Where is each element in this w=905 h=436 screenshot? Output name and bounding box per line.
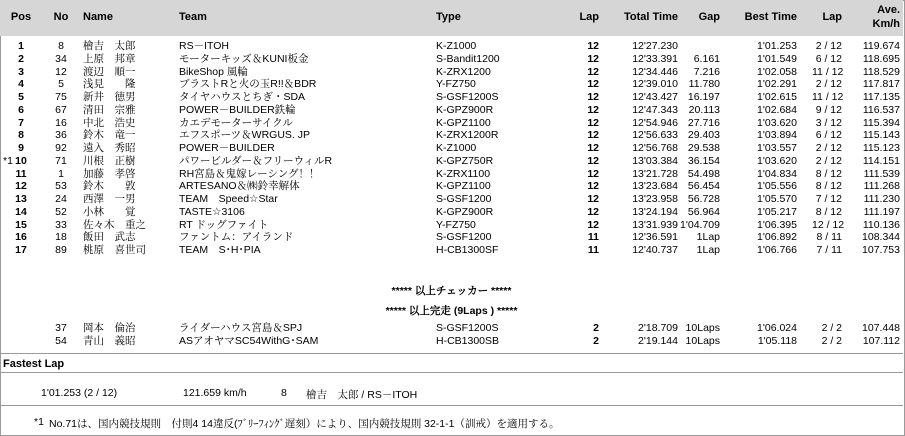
cell-no: 33	[55, 218, 67, 231]
fastest-lap-speed: 121.659 km/h	[183, 387, 247, 399]
table-row	[0, 244, 903, 256]
cell-pos: 4	[18, 78, 24, 91]
cell-type: S-GSF1200S	[436, 322, 499, 334]
cell-name: 岡本 倫治	[83, 322, 136, 334]
header-lap: Lap	[579, 11, 599, 23]
cell-total: 12'34.446	[632, 65, 678, 78]
cell-total: 13'23.958	[632, 193, 678, 205]
fastest-lap-no: 8	[281, 387, 287, 399]
cell-best: 1'03.620	[757, 154, 797, 167]
table-row	[0, 117, 903, 129]
cell-type: Y-FZ750	[436, 78, 476, 91]
cell-best: 1'03.620	[757, 116, 797, 129]
cell-total: 2'18.709	[638, 322, 678, 334]
table-row	[0, 91, 903, 103]
header-type: Type	[436, 11, 461, 23]
note-text: No.71は、国内競技規則 付則4 14違反(ﾌﾞﾘｰﾌｨﾝｸﾞ遅刻）により、国内競技規則 32-1-1（訓戒）を適用する。	[49, 418, 560, 430]
cell-no: 37	[55, 322, 67, 334]
cell-gap: 29.538	[687, 142, 720, 154]
header-pos: Pos	[10, 11, 32, 23]
cell-no: 75	[55, 91, 67, 103]
cell-total: 12'36.591	[632, 231, 678, 244]
cell-best: 1'05.570	[757, 193, 797, 205]
cell-blap: 11 / 12	[812, 65, 844, 78]
cell-blap: 3 / 12	[815, 116, 842, 129]
cell-name: 青山 義昭	[83, 334, 136, 347]
cell-type: Y-FZ750	[436, 218, 476, 231]
table-row	[0, 206, 903, 218]
cell-team: パワービルダー＆フリーウィルR	[179, 154, 333, 167]
separator-note	[0, 405, 903, 406]
cell-lap: 11	[587, 231, 599, 244]
cell-blap: 6 / 12	[815, 52, 842, 65]
cell-no: 5	[58, 78, 64, 91]
cell-ave: 115.394	[862, 116, 900, 129]
cell-best: 1'03.894	[757, 129, 797, 142]
cell-lap: 12	[587, 205, 599, 218]
header-ave-line1: Ave.	[877, 4, 900, 16]
table-row	[0, 53, 903, 65]
cell-team: BikeShop 風輪	[179, 65, 248, 78]
cell-total: 12'56.768	[632, 142, 678, 154]
cell-lap: 12	[587, 154, 599, 167]
cell-blap: 8 / 12	[815, 180, 842, 193]
cell-team: ブラストRと火の玉R!!＆BDR	[179, 78, 317, 91]
cell-gap: 1Lap	[696, 244, 720, 256]
header-name: Name	[83, 11, 113, 23]
cell-no: 24	[55, 193, 67, 205]
cell-pos: 9	[18, 142, 24, 154]
cell-blap: 8 / 12	[815, 167, 842, 180]
cell-total: 12'33.391	[632, 52, 678, 65]
completed-line: ***** 以上完走 (9Laps ) *****	[385, 305, 518, 317]
cell-gap: 10Laps	[685, 334, 720, 347]
cell-total: 12'39.010	[632, 78, 678, 91]
fastest-lap-rider: 檜吉 太郎 / RS－ITOH	[306, 389, 418, 401]
header-best-lap: Lap	[822, 11, 842, 23]
cell-pos: 12	[15, 180, 27, 193]
cell-best: 1'02.615	[757, 91, 797, 103]
cell-total: 12'40.737	[632, 244, 678, 256]
cell-type: S-GSF1200	[436, 193, 492, 205]
cell-no: 71	[55, 154, 67, 167]
cell-gap: 16.197	[687, 91, 720, 103]
header-team: Team	[179, 11, 207, 23]
cell-type: K-ZRX1200R	[436, 129, 499, 142]
cell-name: 中北 浩史	[83, 116, 136, 129]
table-row	[0, 335, 903, 347]
cell-type: K-GPZ900R	[436, 103, 494, 116]
cell-type: K-GPZ1100	[436, 116, 491, 129]
cell-pos: 11	[15, 167, 27, 180]
cell-no: 53	[55, 180, 67, 193]
cell-best: 1'05.217	[757, 205, 797, 218]
cell-gap: 54.498	[687, 167, 720, 180]
cell-lap: 11	[587, 244, 599, 256]
cell-pos: 16	[15, 231, 27, 244]
separator-fastest-body	[0, 372, 903, 373]
cell-lap: 12	[587, 116, 599, 129]
cell-type: K-ZRX1200	[436, 65, 491, 78]
cell-team: POWER－BUILDER	[179, 142, 275, 154]
cell-name: 桃原 喜世司	[83, 244, 146, 256]
cell-gap: 36.154	[687, 154, 720, 167]
cell-gap: 27.716	[687, 116, 720, 129]
table-row	[0, 168, 903, 180]
table-row	[0, 40, 903, 52]
cell-ave: 118.529	[862, 65, 900, 78]
cell-lap: 12	[587, 218, 599, 231]
fastest-lap-title: Fastest Lap	[3, 358, 65, 370]
cell-gap: 56.454	[687, 180, 720, 193]
cell-blap: 8 / 12	[815, 205, 842, 218]
cell-total: 13'21.728	[632, 167, 678, 180]
table-row	[0, 219, 903, 231]
cell-team: モーターキッズ＆KUNI板金	[179, 52, 309, 65]
cell-no: 1	[58, 167, 64, 180]
cell-best: 1'05.118	[757, 334, 797, 347]
cell-blap: 2 / 2	[821, 334, 842, 347]
cell-lap: 12	[587, 65, 599, 78]
cell-ave: 111.268	[863, 180, 900, 193]
cell-total: 2'19.144	[638, 334, 678, 347]
cell-no: 34	[55, 52, 67, 65]
cell-type: H-CB1300SF	[436, 244, 499, 256]
cell-gap: 1Lap	[696, 231, 720, 244]
cell-total: 12'56.633	[632, 129, 678, 142]
cell-blap: 7 / 12	[815, 193, 842, 205]
cell-team: TEAM S･H･PIA	[179, 244, 261, 256]
cell-total: 12'47.343	[632, 103, 678, 116]
cell-best: 1'06.892	[757, 231, 797, 244]
cell-no: 8	[58, 40, 64, 52]
cell-best: 1'02.684	[757, 103, 797, 116]
cell-pos: 14	[15, 205, 27, 218]
cell-name: 上原 邦章	[83, 52, 136, 65]
cell-pos: 15	[15, 218, 27, 231]
cell-team: タイヤハウスとちぎ・SDA	[179, 91, 306, 103]
cell-ave: 115.123	[862, 142, 900, 154]
cell-total: 13'03.384	[632, 154, 678, 167]
cell-gap: 20.113	[688, 103, 720, 116]
checker-line: ***** 以上チェッカー *****	[391, 285, 512, 297]
cell-name: 川根 正樹	[83, 154, 136, 167]
table-row	[0, 66, 903, 78]
cell-team: TEAM Speed☆Star	[179, 193, 278, 205]
cell-no: 54	[55, 334, 67, 347]
cell-team: ライダーハウス宮島＆SPJ	[179, 322, 303, 334]
cell-name: 浅見 隆	[83, 78, 136, 91]
table-row	[0, 231, 903, 243]
cell-blap: 7 / 11	[816, 244, 842, 256]
cell-pos: 17	[15, 244, 27, 256]
cell-type: K-GPZ1100	[436, 180, 491, 193]
cell-type: S-Bandit1200	[436, 52, 500, 65]
fastest-lap-time: 1'01.253 (2 / 12)	[41, 387, 118, 399]
cell-pos: 10	[15, 154, 27, 167]
cell-pos: 2	[18, 52, 24, 65]
cell-best: 1'04.834	[757, 167, 797, 180]
cell-best: 1'02.058	[757, 65, 797, 78]
cell-ave: 117.817	[862, 78, 900, 91]
cell-team: RH宮島＆鬼嫁レーシング！！	[179, 167, 320, 180]
cell-team: RT ドッグファイト	[179, 218, 269, 231]
cell-name: 新井 徳男	[83, 91, 136, 103]
cell-gap: 7.216	[693, 65, 720, 78]
header-ave	[852, 3, 900, 31]
header-total-time: Total Time	[624, 11, 678, 23]
cell-lap: 2	[593, 322, 599, 334]
cell-name: 鈴木 竜一	[83, 129, 136, 142]
cell-blap: 8 / 11	[816, 231, 842, 244]
cell-ave: 111.230	[863, 193, 900, 205]
cell-best: 1'05.556	[757, 180, 797, 193]
header-ave-line2: Km/h	[872, 18, 900, 30]
cell-no: 12	[55, 65, 67, 78]
cell-blap: 9 / 12	[815, 103, 842, 116]
cell-ave: 111.197	[863, 205, 900, 218]
cell-no: 16	[55, 116, 67, 129]
table-row	[0, 104, 903, 116]
cell-gap: 10Laps	[685, 322, 720, 334]
cell-type: S-GSF1200S	[436, 91, 499, 103]
cell-best: 1'06.024	[757, 322, 797, 334]
cell-gap: 11.780	[688, 78, 720, 91]
cell-pos: 13	[15, 193, 27, 205]
table-row	[0, 180, 903, 192]
cell-mark: *1	[3, 154, 13, 167]
cell-total: 12'43.427	[632, 91, 678, 103]
table-row	[0, 322, 903, 334]
cell-lap: 12	[587, 167, 599, 180]
cell-blap: 6 / 12	[815, 129, 842, 142]
cell-best: 1'06.766	[757, 244, 797, 256]
cell-ave: 115.143	[862, 129, 900, 142]
cell-lap: 12	[587, 142, 599, 154]
cell-pos: 7	[18, 116, 24, 129]
cell-lap: 12	[587, 91, 599, 103]
cell-pos: 5	[18, 91, 24, 103]
cell-type: S-GSF1200	[436, 231, 492, 244]
cell-pos: 3	[18, 65, 24, 78]
cell-name: 渡辺 順一	[83, 65, 136, 78]
cell-lap: 2	[593, 334, 599, 347]
table-row	[0, 155, 903, 167]
table-header	[0, 0, 903, 36]
cell-total: 13'24.194	[632, 205, 678, 218]
cell-ave: 108.344	[862, 231, 900, 244]
cell-team: ファントム：アイランド	[179, 231, 294, 244]
cell-gap: 1'04.709	[680, 218, 720, 231]
cell-total: 12'27.230	[632, 40, 678, 52]
cell-team: POWER－BUILDER鉄輪	[179, 103, 296, 116]
cell-lap: 12	[587, 180, 599, 193]
table-row	[0, 78, 903, 90]
separator-fastest	[0, 353, 903, 354]
cell-gap: 56.728	[687, 193, 720, 205]
cell-ave: 107.448	[862, 322, 900, 334]
cell-ave: 116.537	[862, 103, 900, 116]
header-best-time: Best Time	[744, 11, 797, 23]
cell-name: 清田 宗雅	[83, 103, 136, 116]
cell-lap: 12	[587, 52, 599, 65]
cell-blap: 2 / 12	[815, 142, 842, 154]
cell-pos: 8	[18, 129, 24, 142]
cell-no: 92	[55, 142, 67, 154]
cell-best: 1'02.291	[757, 78, 797, 91]
cell-no: 89	[55, 244, 67, 256]
cell-ave: 107.112	[862, 334, 900, 347]
cell-no: 36	[55, 129, 67, 142]
header-no: No	[53, 11, 69, 23]
cell-team: ASアオヤマSC54WithG･SAM	[179, 334, 319, 347]
cell-team: TASTE☆3106	[179, 205, 245, 218]
cell-blap: 2 / 2	[821, 322, 842, 334]
cell-name: 鈴木 敦	[83, 180, 136, 193]
cell-blap: 2 / 12	[815, 154, 842, 167]
cell-ave: 114.151	[862, 154, 900, 167]
cell-type: H-CB1300SB	[436, 334, 500, 347]
cell-blap: 2 / 12	[815, 40, 842, 52]
cell-lap: 12	[587, 78, 599, 91]
cell-no: 18	[55, 231, 67, 244]
table-row	[0, 193, 903, 205]
cell-ave: 107.753	[862, 244, 900, 256]
cell-lap: 12	[587, 129, 599, 142]
cell-ave: 111.539	[863, 167, 900, 180]
cell-name: 佐々木 重之	[83, 218, 146, 231]
cell-ave: 117.135	[862, 91, 900, 103]
cell-gap: 56.964	[687, 205, 720, 218]
cell-total: 13'23.684	[632, 180, 678, 193]
header-gap: Gap	[698, 11, 720, 23]
cell-team: RS－ITOH	[179, 40, 229, 52]
cell-ave: 118.695	[862, 52, 900, 65]
cell-team: カエデモーターサイクル	[179, 116, 293, 129]
cell-best: 1'01.253	[757, 40, 797, 52]
cell-name: 西澤 一男	[83, 193, 136, 205]
cell-best: 1'03.557	[757, 142, 797, 154]
cell-best: 1'06.395	[757, 218, 797, 231]
cell-pos: 1	[18, 40, 24, 52]
cell-name: 小林 覚	[83, 205, 136, 218]
cell-name: 飯田 武志	[83, 231, 136, 244]
cell-gap: 6.161	[693, 52, 720, 65]
cell-gap: 29.403	[687, 129, 720, 142]
cell-type: K-ZRX1100	[436, 167, 491, 180]
cell-no: 52	[55, 205, 67, 218]
cell-team: エフスポーツ＆WRGUS. JP	[179, 129, 310, 142]
cell-type: K-GPZ900R	[436, 205, 494, 218]
cell-no: 67	[55, 103, 67, 116]
table-row	[0, 129, 903, 141]
note-mark: *1	[34, 416, 44, 428]
cell-ave: 119.674	[862, 40, 900, 52]
cell-lap: 12	[587, 103, 599, 116]
cell-total: 13'31.939	[632, 218, 678, 231]
cell-name: 檜吉 太郎	[83, 40, 136, 52]
table-row	[0, 142, 903, 154]
cell-total: 12'54.946	[632, 116, 678, 129]
cell-name: 遠入 秀昭	[83, 142, 136, 154]
cell-name: 加藤 孝啓	[83, 167, 136, 180]
cell-type: K-Z1000	[436, 40, 477, 52]
cell-pos: 6	[18, 103, 24, 116]
cell-type: K-GPZ750R	[436, 154, 494, 167]
cell-best: 1'01.549	[757, 52, 797, 65]
cell-blap: 12 / 12	[812, 218, 845, 231]
cell-blap: 2 / 12	[815, 78, 842, 91]
cell-type: K-Z1000	[436, 142, 477, 154]
cell-blap: 11 / 12	[812, 91, 844, 103]
cell-lap: 12	[587, 40, 599, 52]
cell-team: ARTESANO＆㈱鈴幸解体	[179, 180, 300, 193]
cell-lap: 12	[587, 193, 599, 205]
cell-ave: 110.136	[862, 218, 900, 231]
